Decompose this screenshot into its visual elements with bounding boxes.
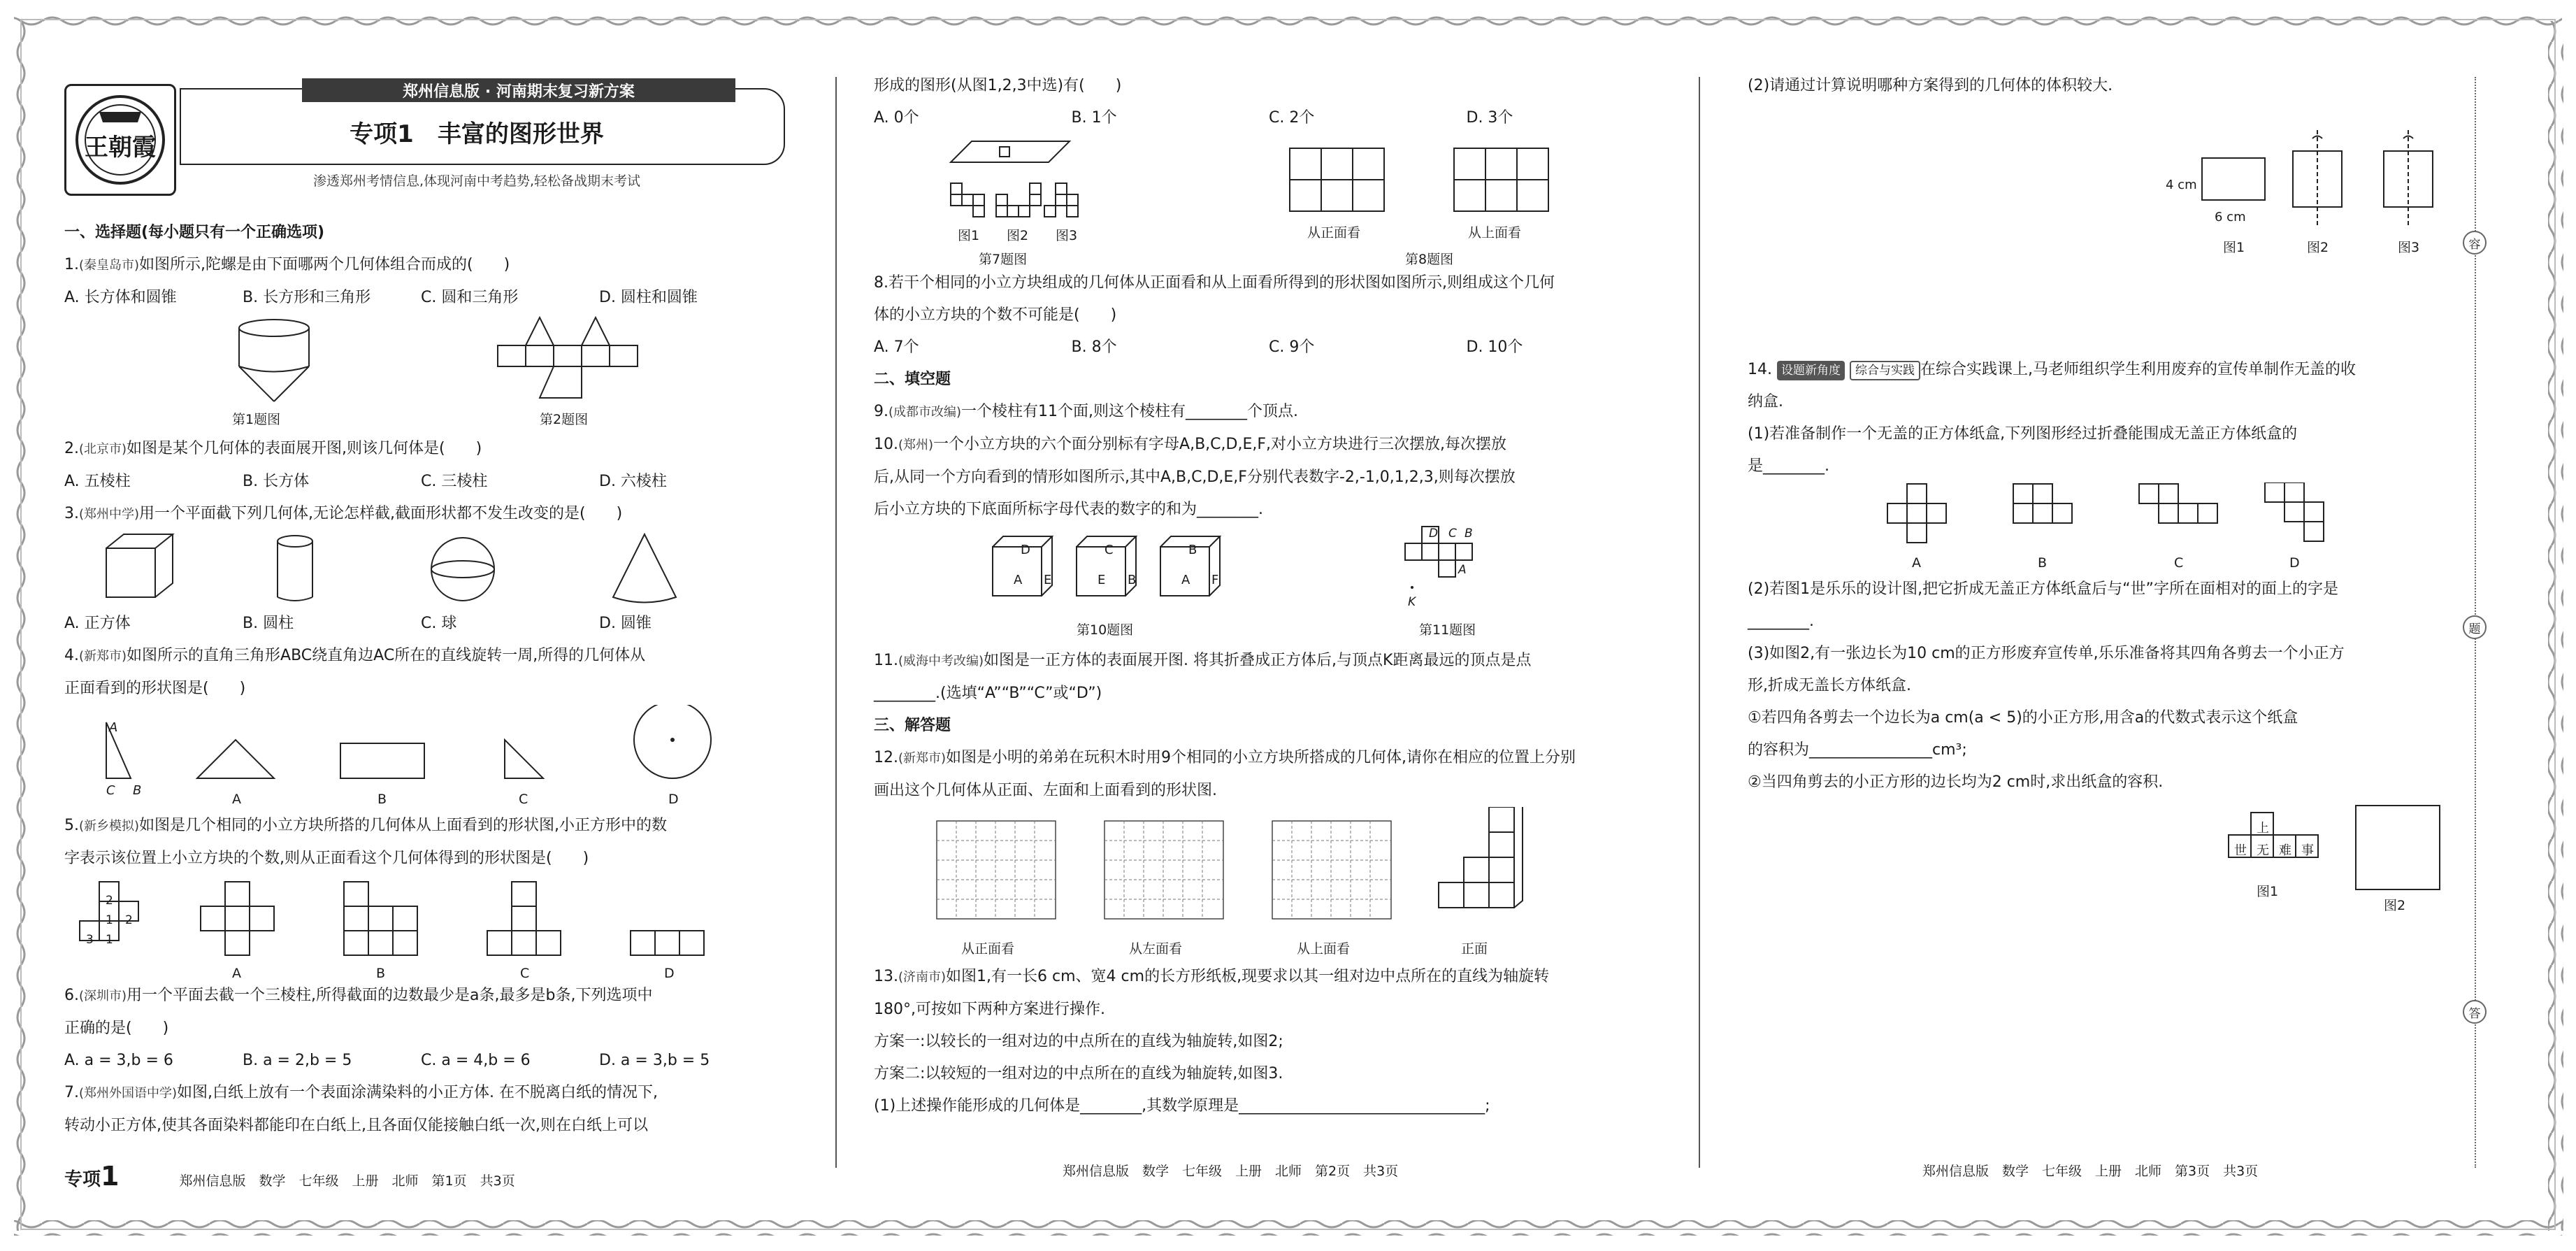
q5-num-4: 3 xyxy=(86,933,94,947)
q14-char-shi: 世 xyxy=(2234,843,2247,858)
q14-sub-1: (1)若准备制作一个无盖的正方体纸盒,下列图形经过折叠能围成无盖正方体纸盒的 xyxy=(1748,425,2298,443)
q5-num-5: 1 xyxy=(106,933,113,947)
q10-cube2-top: C xyxy=(1104,543,1114,557)
q13-plan-2: 方案二:以较短的一组对边的中点所在的直线为轴旋转,如图3. xyxy=(874,1065,1283,1082)
q10-cube3-top: B xyxy=(1188,543,1197,557)
spinning-top-figure xyxy=(64,314,777,405)
q4-label-c: C xyxy=(519,792,528,807)
q1-figure-caption: 第1题图 xyxy=(232,412,281,427)
q2-figure-caption: 第2题图 xyxy=(540,412,589,427)
q14-sub-2b: ________. xyxy=(1748,613,1814,630)
q10-cube2-side: B xyxy=(1128,573,1137,587)
section-fill: 二、填空题 xyxy=(874,371,951,388)
q2-options: A. 五棱柱 B. 长方体 C. 三棱柱 D. 六棱柱 xyxy=(64,473,667,490)
question-11-cont: ________.(选填“A”“B”“C”或“D”) xyxy=(874,685,1102,702)
column-1 xyxy=(64,217,777,1142)
paper-cube-figure xyxy=(874,134,1664,239)
q13-cap-2: 图2 xyxy=(2307,240,2329,255)
q7-figure-caption: 第7题图 xyxy=(979,252,1028,267)
q13-sub-2: (2)请通过计算说明哪种方案得到的几何体的体积较大. xyxy=(1748,77,2113,94)
page-title: 专项1 丰富的图形世界 xyxy=(350,120,604,148)
drawing-grids-figure xyxy=(874,807,1664,933)
question-7-end: 形成的图形(从图1,2,3中选)有( ) xyxy=(874,77,1122,94)
footer-1 xyxy=(64,1161,515,1192)
spacer xyxy=(1748,291,2447,354)
q14-net-c: C xyxy=(2174,555,2184,571)
footer-page-1: 郑州信息版 数学 七年级 上册 北师 第1页 共3页 xyxy=(179,1173,515,1189)
q10-figure-caption: 第10题图 xyxy=(1077,622,1134,638)
q8-figure-caption: 第8题图 xyxy=(1405,252,1454,267)
q6-options: A. a = 3,b = 6 B. a = 2,b = 5 C. a = 4,b = 6 D. a = 3,b = 5 xyxy=(64,1052,710,1069)
cube-letters-figure xyxy=(874,526,1664,624)
q14-sub-2: (2)若图1是乐乐的设计图,把它折成无盖正方体纸盒后与“世”字所在面相对的面上的字是 xyxy=(1748,580,2338,598)
question-2: 2.(北京市)如图是某个几何体的表面展开图,则该几何体是( ) xyxy=(64,440,482,457)
q8-view-front: 从正面看 xyxy=(1307,225,1361,241)
q13-figures xyxy=(1748,102,2447,291)
q14-net-a: A xyxy=(1912,555,1921,571)
q8-options: A. 7个 B. 8个 C. 9个 D. 10个 xyxy=(874,338,1523,356)
q11-vertex-k: K xyxy=(1408,595,1416,609)
q14-sub-3e: ②当四角剪去的小正方形的边长均为2 cm时,求出纸盒的容积. xyxy=(1748,773,2164,791)
q12-view-front: 从正面看 xyxy=(961,941,1015,957)
q10-cube2-front: E xyxy=(1098,573,1106,587)
q14-sub-3c: ①若四角各剪去一个边长为a cm(a < 5)的小正方形,用含a的代数式表示这个纸盒 xyxy=(1748,709,2298,727)
question-10-cont2: 后小立方块的下底面所标字母代表的数字的和为________. xyxy=(874,501,1263,518)
question-8-cont: 体的小立方块的个数不可能是( ) xyxy=(874,306,1117,324)
q13-width-label: 4 cm xyxy=(2166,178,2197,192)
q14-char-shi2: 事 xyxy=(2301,843,2314,858)
q14-char-nan: 难 xyxy=(2279,843,2291,858)
question-12-cont: 画出这个几何体从正面、左面和上面看到的形状图. xyxy=(874,782,1217,799)
question-9: 9.(成都市改编)一个棱柱有11个面,则这个棱柱有________个顶点. xyxy=(874,403,1299,420)
q11-vertex-c: C xyxy=(1448,527,1457,541)
q14-nets xyxy=(1748,482,2447,573)
q10-cube3-front: A xyxy=(1181,573,1190,587)
question-5: 5.(新乡模拟)如图是几个相同的小立方块所搭的几何体从上面看到的形状图,小正方形中的数 xyxy=(64,817,668,834)
q7-q8-figures xyxy=(874,134,1664,267)
question-3: 3.(郑州中学)用一个平面截下列几何体,无论怎样截,截面形状都不发生改变的是( ) xyxy=(64,505,623,522)
q13-cap-3: 图3 xyxy=(2398,240,2420,255)
q3-options: A. 正方体 B. 圆柱 C. 球 D. 圆锥 xyxy=(64,615,652,632)
q4-label-d: D xyxy=(668,792,679,807)
question-13-cont: 180°,可按如下两种方案进行操作. xyxy=(874,1001,1105,1018)
q3-figures xyxy=(64,531,777,608)
question-5-cont: 字表示该位置上小立方块的个数,则从正面看这个几何体得到的形状图是( ) xyxy=(64,850,589,867)
design-figure xyxy=(1748,799,2447,896)
q14-net-b: B xyxy=(2038,555,2048,571)
box-nets-figure xyxy=(1748,482,2447,552)
q12-view-left: 从左面看 xyxy=(1129,941,1183,957)
question-7: 7.(郑州外国语中学)如图,白纸上放有一个表面涂满染料的小正方体. 在不脱离白纸的情况下, xyxy=(64,1084,659,1101)
q4-vertex-a: A xyxy=(109,720,118,735)
footer-zhuanxiang: 专项 xyxy=(64,1169,101,1190)
q14-sub-3b: 形,折成无盖长方体纸盒. xyxy=(1748,677,1911,694)
q14-design-figures xyxy=(1748,799,2447,913)
q12-front-label: 正面 xyxy=(1461,941,1488,957)
q10-cube1-top: D xyxy=(1021,543,1030,557)
q4-vertex-b: B xyxy=(133,783,142,798)
q11-vertex-b: B xyxy=(1465,527,1473,541)
q14-char-shang: 上 xyxy=(2257,821,2269,836)
q10-cube3-side: F xyxy=(1211,573,1219,587)
question-6-cont: 正确的是( ) xyxy=(64,1020,169,1037)
slogan: 渗透郑州考情信息,体现河南中考趋势,轻松备战期末考试 xyxy=(312,173,641,189)
side-label-3: 答 xyxy=(2463,1000,2487,1024)
q13-length-label: 6 cm xyxy=(2215,210,2246,224)
q7-options: A. 0个 B. 1个 C. 2个 D. 3个 xyxy=(874,109,1513,127)
q4-figures xyxy=(64,705,777,810)
q13-cap-1: 图1 xyxy=(2223,240,2245,255)
q1-q2-figures xyxy=(64,314,777,433)
q5-num-1: 2 xyxy=(106,894,113,908)
footer-2: 郑州信息版 数学 七年级 上册 北师 第2页 共3页 xyxy=(1063,1164,1399,1179)
q8-view-top: 从上面看 xyxy=(1468,225,1522,241)
column-2 xyxy=(874,70,1664,1122)
q11-figure-caption: 第11题图 xyxy=(1419,622,1476,638)
q5-label-a: A xyxy=(232,966,241,981)
q13-sub-1: (1)上述操作能形成的几何体是________,其数学原理是________________________________; xyxy=(874,1097,1490,1115)
logo xyxy=(64,84,176,196)
q10-cube1-front: A xyxy=(1014,573,1023,587)
q7-cap-1: 图1 xyxy=(958,228,980,243)
q5-label-c: C xyxy=(520,966,530,981)
question-14: 14. 设题新角度 综合与实践 在综合实践课上,马老师组织学生利用废弃的宣传单制作无盖的收 xyxy=(1748,354,2447,386)
question-6: 6.(深圳市)用一个平面去截一个三棱柱,所得截面的边数最少是a条,最多是b条,下列选项中 xyxy=(64,987,653,1004)
question-10: 10.(郑州)一个小立方块的六个面分别标有字母A,B,C,D,E,F,对小立方块进行三次摆放,每次摆放 xyxy=(874,436,1507,453)
question-14-cont: 纳盒. xyxy=(1748,393,1783,410)
q11-vertex-a: A xyxy=(1458,563,1467,577)
q14-sub-1b: 是________. xyxy=(1748,457,1829,475)
side-label-1: 容 xyxy=(2463,231,2487,255)
section-choice: 一、选择题(每小题只有一个正确选项) xyxy=(64,224,325,241)
logo-text: 王朝霞 xyxy=(85,134,156,162)
q5-label-b: B xyxy=(376,966,386,981)
tag-practice: 综合与实践 xyxy=(1850,361,1920,380)
question-13: 13.(济南市)如图1,有一长6 cm、宽4 cm的长方形纸板,现要求以其一组对边中点所在的直线为轴旋转 xyxy=(874,968,1550,985)
column-divider-2 xyxy=(1699,77,1700,1168)
q7-cap-3: 图3 xyxy=(1056,228,1078,243)
question-1: 1.(秦皇岛市)如图所示,陀螺是由下面哪两个几何体组合而成的( ) xyxy=(64,256,510,273)
footer-num: 1 xyxy=(101,1161,120,1192)
q5-label-d: D xyxy=(664,966,675,981)
q14-sub-3: (3)如图2,有一张边长为10 cm的正方形废弃宣传单,乐乐准备将其四角各剪去一个小正方 xyxy=(1748,645,2345,662)
column-3 xyxy=(1748,70,2447,913)
q14-cap-1: 图1 xyxy=(2257,884,2279,899)
column-divider-1 xyxy=(835,77,837,1168)
question-10-cont: 后,从同一个方向看到的情形如图所示,其中A,B,C,D,E,F分别代表数字-2,-1,0,1,2,3,则每次摆放 xyxy=(874,469,1516,486)
q5-figures xyxy=(64,875,777,980)
q14-net-d: D xyxy=(2289,555,2300,571)
question-8: 8.若干个相同的小立方块组成的几何体从正面看和从上面看所得到的形状图如图所示,则组成这个几何 xyxy=(874,274,1555,292)
q10-cube1-side: E xyxy=(1044,573,1052,587)
header xyxy=(64,78,784,197)
q4-label-b: B xyxy=(377,792,387,807)
question-4: 4.(新郑市)如图所示的直角三角形ABC绕直角边AC所在的直线旋转一周,所得的几何体从 xyxy=(64,647,646,664)
section-answer: 三、解答题 xyxy=(874,717,951,734)
q14-sub-3d: 的容积为________________cm³; xyxy=(1748,741,1967,759)
q14-cap-2: 图2 xyxy=(2384,898,2406,913)
q11-vertex-d: D xyxy=(1429,527,1439,541)
q5-num-3: 2 xyxy=(125,913,133,927)
q13-plan-1: 方案一:以较长的一组对边的中点所在的直线为轴旋转,如图2; xyxy=(874,1033,1283,1050)
question-11: 11.(威海中考改编)如图是一正方体的表面展开图. 将其折叠成正方体后,与顶点K距离最远的顶点是点 xyxy=(874,652,1532,669)
rectangle-rotation-figure xyxy=(1748,102,2447,242)
question-4-cont: 正面看到的形状图是( ) xyxy=(64,680,246,697)
q5-num-2: 1 xyxy=(106,913,113,927)
question-7-cont: 转动小正方体,使其各面染料都能印在白纸上,且各面仅能接触白纸一次,则在白纸上可以 xyxy=(64,1117,648,1134)
question-12: 12.(新郑市)如图是小明的弟弟在玩积木时用9个相同的小立方块所搭成的几何体,请你在相应的位置上分别 xyxy=(874,749,1576,766)
q12-grids xyxy=(874,807,1664,961)
q4-vertex-c: C xyxy=(106,783,115,798)
footer-3: 郑州信息版 数学 七年级 上册 北师 第3页 共3页 xyxy=(1922,1164,2259,1179)
tag-new-angle: 设题新角度 xyxy=(1777,361,1845,380)
q10-q11-figures xyxy=(874,526,1664,645)
q12-view-top: 从上面看 xyxy=(1297,941,1351,957)
q14-char-wu: 无 xyxy=(2257,843,2269,858)
side-label-2: 题 xyxy=(2463,615,2487,639)
banner: 郑州信息版 · 河南期末复习新方案 xyxy=(302,78,735,102)
solids-figure xyxy=(64,531,777,608)
q1-options: A. 长方体和圆锥 B. 长方形和三角形 C. 圆和三角形 D. 圆柱和圆锥 xyxy=(64,289,698,306)
q4-label-a: A xyxy=(232,792,241,807)
q7-cap-2: 图2 xyxy=(1007,228,1029,243)
